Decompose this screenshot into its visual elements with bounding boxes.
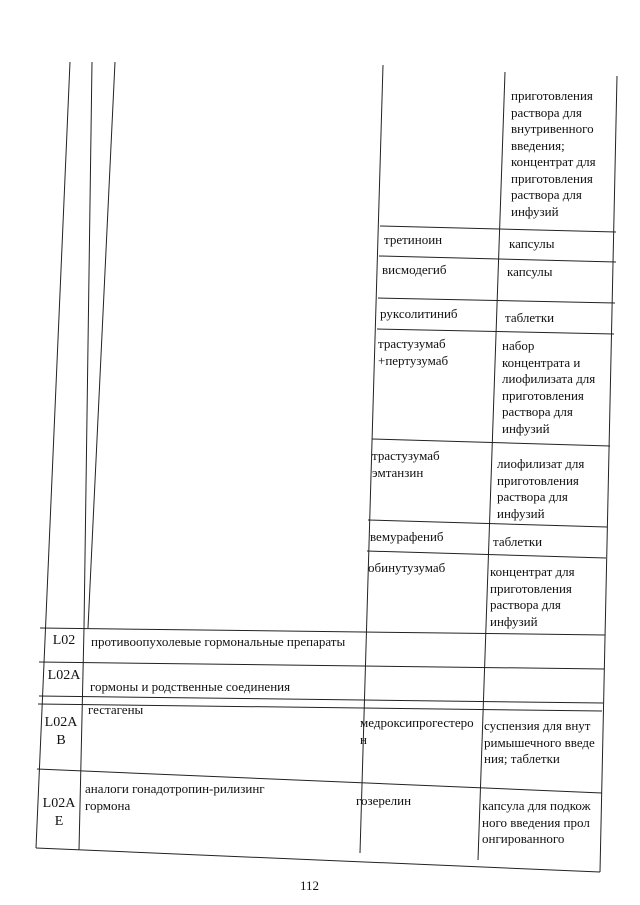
inn-cell: трастузумаб эмтанзин bbox=[372, 448, 440, 480]
inn-cell: медроксипрогестерон bbox=[360, 715, 474, 747]
group-name-cell: аналоги гонадотропин-рилизинг гормона bbox=[85, 781, 265, 813]
group-name-cell: противоопухолевые гормональные препараты bbox=[91, 634, 346, 649]
atc-code-cell: L02 bbox=[52, 633, 76, 648]
form-cell: таблетки bbox=[505, 310, 555, 325]
inn-cell: обинутузумаб bbox=[368, 560, 446, 575]
inn-cell: трастузумаб +пертузумаб bbox=[378, 336, 449, 368]
form-cell: суспензия для внутримышечного введения; таблетки bbox=[484, 718, 595, 766]
form-cell: концентрат для приготовления раствора для инфузий bbox=[490, 564, 575, 629]
atc-code-cell: L02AE bbox=[42, 796, 76, 829]
form-cell: лиофилизат для приготовления раствора для инфузий bbox=[497, 456, 585, 521]
inn-cell: вемурафениб bbox=[370, 529, 444, 544]
page-number: 112 bbox=[300, 878, 320, 893]
group-name-cell: гестагены bbox=[88, 702, 144, 717]
form-cell: набор концентрата и лиофилизата для приготовления раствора для инфузий bbox=[502, 338, 596, 436]
inn-cell: руксолитиниб bbox=[380, 306, 458, 321]
atc-code-cell: L02A bbox=[47, 668, 81, 683]
form-cell: таблетки bbox=[493, 534, 543, 549]
form-cell: капсула для подкожного введения пролонгированного bbox=[482, 798, 591, 846]
atc-code-cell: L02AB bbox=[44, 715, 78, 748]
form-cell: приготовления раствора для внутривенного введения; концентрат для приготовления раствора для инфузий bbox=[511, 88, 596, 219]
inn-cell: третиноин bbox=[384, 232, 443, 247]
form-cell: капсулы bbox=[507, 264, 553, 279]
inn-cell: гозерелин bbox=[356, 793, 412, 808]
group-name-cell: гормоны и родственные соединения bbox=[90, 679, 291, 694]
form-cell: капсулы bbox=[509, 236, 555, 251]
inn-cell: висмодегиб bbox=[382, 262, 447, 277]
